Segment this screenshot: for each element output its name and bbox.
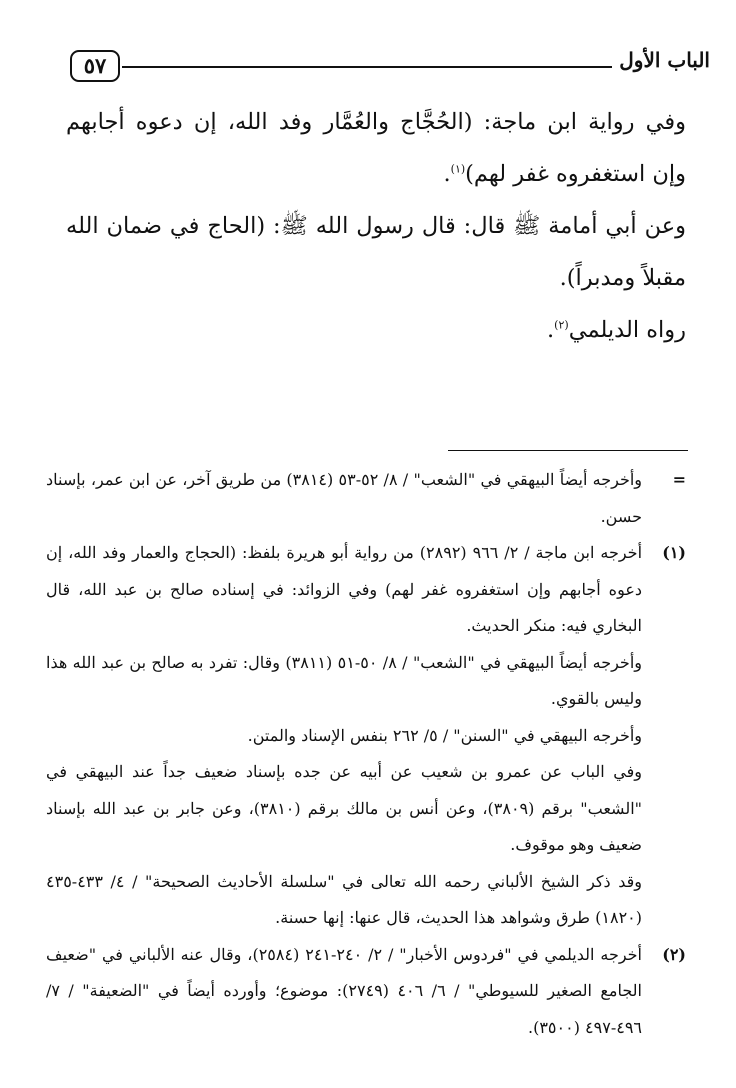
- footnote-line: وأخرجه البيهقي في "السنن" / ٥/ ٢٦٢ بنفس الإسناد والمتن.: [247, 725, 642, 745]
- footnote-2: [46, 937, 686, 1047]
- main-text: [66, 96, 686, 356]
- footnote-ref-1: (١): [450, 162, 466, 176]
- footnote-mark: (٢): [662, 944, 686, 964]
- footnote-line: وقد ذكر الشيخ الألباني رحمه الله تعالى في "سلسلة الأحاديث الصحيحة" / ٤/ ٤٣٣-٤٣٥ (١٨٢٠) طرق وشواهد هذا الحديث، قال عنها: إنها حسنة.: [46, 871, 642, 927]
- footnote-1: [46, 535, 686, 937]
- footnote-text: وأخرجه أيضاً البيهقي في "الشعب" / ٨/ ٥٢-٥٣ (٣٨١٤) من طريق آخر، عن ابن عمر، بإسناد حسن.: [46, 470, 642, 526]
- paragraph-abu-umama: وعن أبي أمامة ﷺ قال: قال رسول الله ﷺ: (الحاج في ضمان الله مقبلاً ومدبراً).: [66, 213, 686, 291]
- footnote-text: أخرجه الديلمي في "فردوس الأخبار" / ٢/ ٢٤٠-٢٤١ (٢٥٨٤)، وقال عنه الألباني في "ضعيف الجامع الصغير للسيوطي" / ٦/ ٤٠٦ (٢٧٤٩): موضوع؛ وأورده أيضاً في "الضعيفة" / ٧/ ٤٩٦-٤٩٧ (٣٥٠٠).: [46, 944, 643, 1037]
- paragraph-text: وفي رواية ابن ماجة: (الحُجَّاج والعُمَّار وفد الله، إن دعوه أجابهم وإن استغفروه غفر لهم): [66, 109, 686, 187]
- footnote-ref-2: (٢): [554, 318, 569, 332]
- page-number: ٥٧: [70, 50, 120, 82]
- paragraph-text: رواه الديلمي: [568, 317, 686, 343]
- footnote-line: أخرجه ابن ماجة / ٢/ ٩٦٦ (٢٨٩٢) من رواية أبو هريرة بلفظ: (الحجاج والعمار وفد الله، إن دعوه أجابهم وإن استغفروه غفر لهم) وفي الزوائد: في إسناده صالح بن عبد الله، قال البخاري فيه: منكر الحديث.: [46, 543, 643, 635]
- header-rule: [122, 66, 612, 68]
- chapter-title: الباب الأول: [619, 48, 710, 72]
- paragraph-ibn-majah: [66, 96, 686, 200]
- footnote-line: وأخرجه أيضاً البيهقي في "الشعب" / ٨/ ٥٠-٥١ (٣٨١١) وقال: تفرد به صالح بن عبد الله هذا وليس بالقوي.: [46, 652, 642, 708]
- footnote-mark: =: [672, 470, 686, 489]
- paragraph-daylami: [66, 304, 686, 356]
- footnote-separator: [448, 450, 688, 451]
- footnote-body: [46, 535, 642, 937]
- footnote-continuation: [46, 462, 686, 535]
- page-header: [70, 46, 710, 86]
- footnote-mark: (١): [662, 543, 686, 562]
- footnote-line: وفي الباب عن عمرو بن شعيب عن أبيه عن جده بإسناد ضعيف جداً عند البيهقي في "الشعب" برقم (٣٨٠٩)، وعن أنس بن مالك برقم (٣٨١٠)، وعن جابر بن عبد الله بإسناد ضعيف وهو موقوف.: [46, 762, 642, 854]
- paragraph-end: .: [547, 317, 555, 343]
- paragraph-end: .: [443, 161, 451, 187]
- footnotes: [46, 462, 686, 1046]
